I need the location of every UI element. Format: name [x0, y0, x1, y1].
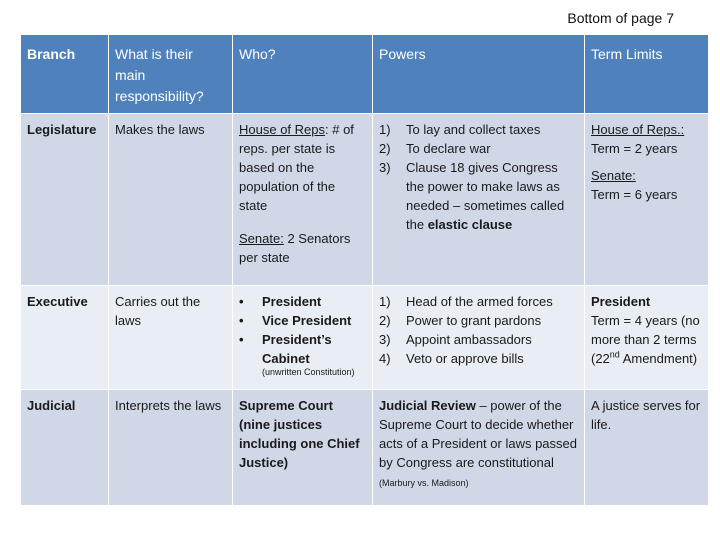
- responsibility-executive: Carries out the laws: [109, 286, 233, 390]
- page-note: Bottom of page 7: [567, 10, 674, 26]
- branches-table: [20, 34, 709, 506]
- term-president-label: President: [591, 294, 651, 309]
- list-item: • Vice President: [239, 313, 352, 328]
- senate-text: 2 Senators per state: [239, 231, 351, 265]
- table-row-executive: [21, 286, 709, 390]
- branch-judicial: Judicial: [21, 390, 109, 506]
- table-header-row: [21, 35, 709, 114]
- list-item: • President: [239, 294, 322, 309]
- cabinet-note: (unwritten Constitution): [262, 367, 355, 377]
- list-item: 3) Appoint ambassadors: [379, 332, 532, 347]
- list-item: 2) Power to grant pardons: [379, 313, 542, 328]
- who-executive: [233, 286, 373, 390]
- house-label: House of Reps: [239, 122, 325, 137]
- powers-judicial: [373, 390, 585, 506]
- table-row-legislature: [21, 114, 709, 286]
- header-term-limits: Term Limits: [585, 35, 709, 114]
- elastic-clause: elastic clause: [427, 217, 513, 232]
- header-responsibility: What is their main responsibility?: [109, 35, 233, 114]
- responsibility-legislature: Makes the laws: [109, 114, 233, 286]
- term-executive: [585, 286, 709, 390]
- list-item: 1) Head of the armed forces: [379, 294, 553, 309]
- who-judicial: Supreme Court (nine justices including one Chief Justice): [233, 390, 373, 506]
- powers-legislature: [373, 114, 585, 286]
- marbury-note: (Marbury vs. Madison): [379, 478, 469, 488]
- list-item: 3) Clause 18 gives Congress the power to make laws as needed – sometimes called the elastic clause: [379, 160, 565, 232]
- term-judicial: A justice serves for life.: [585, 390, 709, 506]
- header-who: Who?: [233, 35, 373, 114]
- term-president-text: Term = 4 years (no more than 2 terms (22nd Amendment): [591, 313, 700, 366]
- senate-label: Senate:: [239, 231, 284, 246]
- house-text: : # of reps. per state is based on the population of the state: [239, 122, 354, 213]
- term-house-text: Term = 2 years: [591, 141, 678, 156]
- header-branch: Branch: [21, 35, 109, 114]
- term-senate-text: Term = 6 years: [591, 187, 678, 202]
- list-item: 2) To declare war: [379, 141, 491, 156]
- header-powers: Powers: [373, 35, 585, 114]
- list-item: 1) To lay and collect taxes: [379, 122, 541, 137]
- term-house-label: House of Reps.:: [591, 122, 685, 137]
- who-legislature: [233, 114, 373, 286]
- responsibility-judicial: Interprets the laws: [109, 390, 233, 506]
- judicial-review-text: – power of the Supreme Court to decide whether acts of a President or laws passed by Congress are constitutional: [379, 398, 577, 470]
- branch-executive: Executive: [21, 286, 109, 390]
- list-item: • President’s Cabinet: [239, 332, 332, 366]
- list-item: 4) Veto or approve bills: [379, 351, 524, 366]
- judicial-review-label: Judicial Review: [379, 398, 476, 413]
- branch-legislature: Legislature: [21, 114, 109, 286]
- powers-executive: [373, 286, 585, 390]
- table-row-judicial: [21, 390, 709, 506]
- term-senate-label: Senate:: [591, 168, 636, 183]
- term-legislature: [585, 114, 709, 286]
